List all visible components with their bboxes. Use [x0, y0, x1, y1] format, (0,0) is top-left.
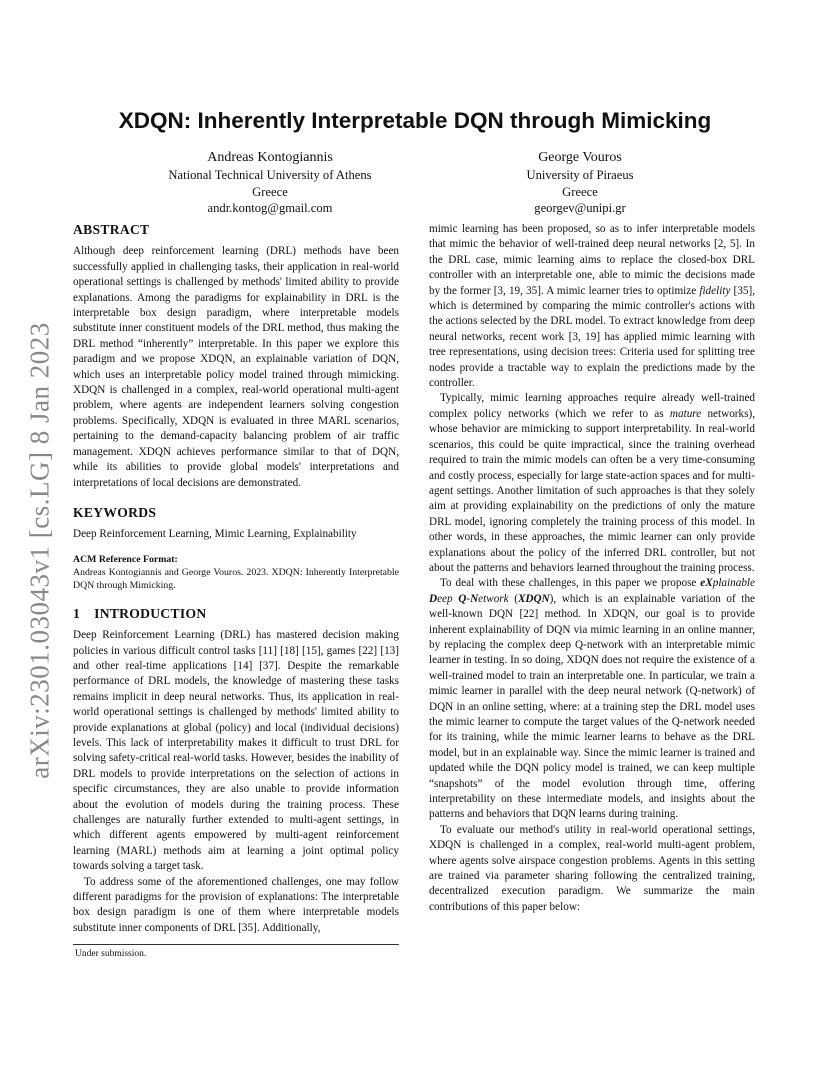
keywords-heading: KEYWORDS: [73, 504, 157, 520]
author-email: georgev@unipi.gr: [534, 201, 626, 216]
abstract-text: Although deep reinforcement learning (DRL) methods have been successfully applied in challenging tasks, their application in real-world operational settings is challenged by methods' limited ability to provide explanations. Among the paradigms for explainability in DRL is the interpretable box design paradigm, where interpretable models substitute inner constituent models of the DRL method, thus making the DRL method “inherently” interpretable. In this paper we explore this paradigm and we propose XDQN, an explainable variation of DQN, which uses an interpretable policy model trained through mimicking. XDQN is challenged in a complex, real-world operational multi-agent problem, where agents are independent learners solving congestion problems. Specifically, XDQN is evaluated in three MARL scenarios, pertaining to the demand-capacity balancing problem of air traffic management. XDQN achieves performance similar to that of DQN, while its abilities to provide global models' interpretations and interpretations of local decisions are demonstrated.: [73, 245, 399, 489]
author-email: andr.kontog@gmail.com: [207, 201, 333, 216]
right-column: [429, 222, 755, 915]
introduction-heading: [73, 606, 399, 621]
acm-reference-heading: ACM Reference Format:: [73, 553, 178, 565]
footnote-rule: [73, 944, 399, 945]
author-block: [480, 148, 680, 217]
paper-title: XDQN: Inherently Interpretable DQN through Mimicking: [118, 108, 712, 133]
keywords-text: Deep Reinforcement Learning, Mimic Learning, Explainability: [73, 528, 357, 541]
author-affiliation: National Technical University of Athens: [168, 168, 372, 182]
body-paragraph: mimic learning has been proposed, so as to infer interpretable models that mimic the behavior of well-trained deep neural networks [2, 5]. In the DRL case, mimic learning aims to replace the closed-box DRL controller with an interpretable one, able to mimic the decisions made by the former [3, 19, 35]. A mimic learner tries to optimize fidelity [35], which is determined by comparing the mimic controller's actions with the actions selected by the DRL model. To extract knowledge from deep neural networks, recent work [3, 19] has applied mimic learning with tree representations, using decision trees: Criteria used for splitting tree nodes provide a tractable way to explain the predictions made by the controller.: [429, 223, 755, 390]
left-column: [73, 222, 399, 936]
author-country: Greece: [252, 184, 288, 199]
intro-paragraph: To address some of the aforementioned challenges, one may follow different paradigms for the provision of explanations: The interpretable box design paradigm is one of them where interpretable models substitute inner components of DRL [35]. Additionally,: [73, 875, 399, 934]
author-country: Greece: [562, 184, 598, 199]
author-block: [120, 148, 420, 217]
footnote: Under submission.: [75, 949, 147, 959]
author-affiliation: University of Piraeus: [526, 168, 634, 182]
body-paragraph: To deal with these challenges, in this paper we propose eXplainable Deep Q-Network (XDQN), which is an explainable variation of the well-known DQN [22] method. In XDQN, our goal is to provide inherent explainability of DQN via mimic learning in an online manner, by replacing the complex deep Q-network with an interpretable mimic learner in testing. In so doing, XDQN does not require the existence of a well-trained model to train an interpretable one. In particular, we train a mimic learner in parallel with the deep neural network (Q-network) of DQN in an online setting, where: at a training step the DRL model uses the mimic learner to compute the target values of the Q-network needed for its training, while the mimic learner learns to behave as the DRL model, but in an explainable way. Since the mimic learner is trained and updated while the DQN policy model is trained, we can keep multiple “snapshots” of the model evolution through time, offering interpretability on these intermediate models, and insights about the patterns and behaviors that DQN learns during training.: [429, 577, 756, 821]
acm-reference-text: Andreas Kontogiannis and George Vouros. 2023. XDQN: Inherently Interpretable DQN through Mimicking.: [73, 566, 399, 591]
author-name: George Vouros: [538, 150, 622, 165]
section-number: 1: [73, 605, 81, 621]
intro-paragraph: Deep Reinforcement Learning (DRL) has mastered decision making policies in various difficult control tasks [11] [18] [15], games [22] [13] and other real-time applications [14] [37]. Despite the remarkable performance of DRL models, the knowledge of mastering these tasks remains implicit in deep neural networks. Thus, its application in real-world operational settings is challenged by methods' limited ability to provide explanations at global (policy) and local (individual decisions) levels. This lack of interpretability makes it difficult to trust DRL for solving safety-critical real-world tasks. However, besides the inability of DRL models to provide interpretations on the selection of actions in specific circumstances, they are also unable to provide information about the evolution of models during the training process. These challenges are naturally further extended to multi-agent settings, in which different agents empowered by multi-agent reinforcement learning (MARL) methods aim at learning a joint optimal policy towards solving a target task.: [73, 629, 399, 873]
abstract-heading: ABSTRACT: [73, 222, 150, 237]
arxiv-stamp: arXiv:2301.03043v1 [cs.LG] 8 Jan 2023: [24, 321, 55, 779]
body-paragraph: Typically, mimic learning approaches require already well-trained complex policy networks (which we refer to as mature networks), whose behavior are mimicking to support interpretability. In real-world scenarios, this could be quite impractical, since the training overhead required to train the mimic models can often be a very time-consuming and costly process, especially for large state-action spaces and for multi-agent settings. Another limitation of such approaches is that they solely aim at providing explainability on the predictions of only the mature DRL model, ignoring completely the training process of this model. In other words, in these approaches, the mimic learner can only provide explanations about the policy of the inferred DRL controller, but not about the patterns and behaviors learned throughout the training process.: [429, 392, 755, 574]
body-paragraph: To evaluate our method's utility in real-world operational settings, XDQN is challenged in a complex, real-world multi-agent problem, where agents solve airspace congestion problems. Agents in this setting are trained via parameter sharing following the centralized training, decentralized execution paradigm. We summarize the main contributions of this paper below:: [429, 823, 755, 913]
author-name: Andreas Kontogiannis: [207, 150, 333, 165]
section-title: INTRODUCTION: [94, 605, 207, 621]
